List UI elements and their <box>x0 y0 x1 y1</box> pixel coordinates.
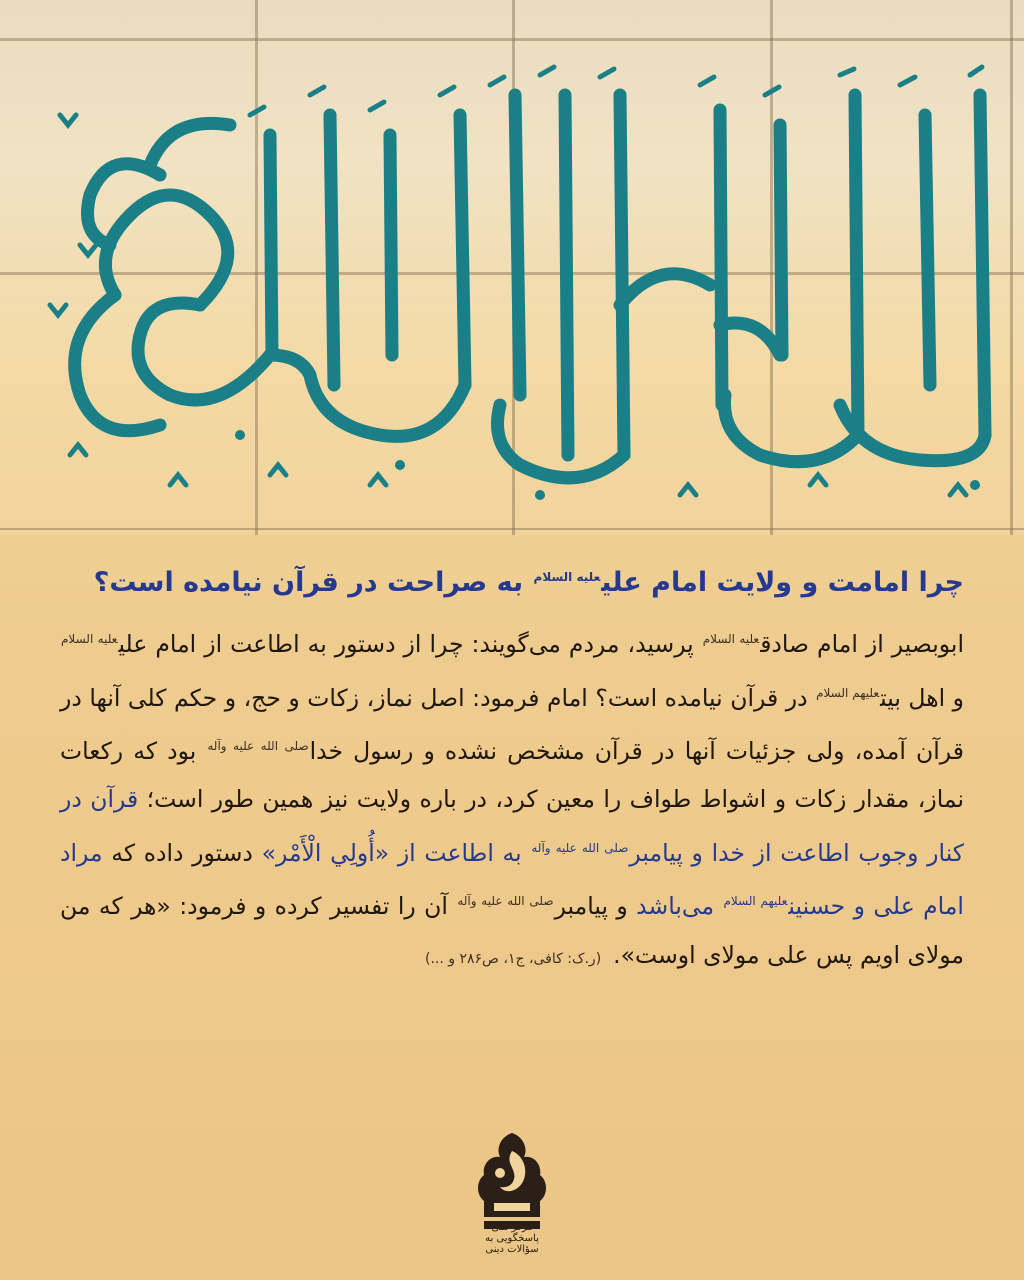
calligraphy-artwork <box>20 55 1010 515</box>
highlight-quran: قرآن در کنار وجوب اطاعت از خدا و پیامبر <box>60 785 964 867</box>
highlight-ulil-amr: به اطاعت از «أُولِي الْأَمْر» <box>261 838 522 867</box>
article-body: ابوبصیر از امام صادق$^{عليه السلام}$ پرسید، مردم می‌گویند: چرا از دستور به اطاعت از امام علی$^{عليه السلام}$ و اهل بیت$^{عليهم السلام}$ در قرآن نیامده است؟ امام فرمود: اصل نماز، زکات و حج، و حکم کلی آنها در قرآن آمده، ولی جزئیات آنها در قرآن مشخص نشده و رسول خدا$^{صلى الله عليه وآله}$ بود که رکعات نماز، مقدار زکات و اشواط طواف را معین کرد، در باره ولایت نیز همین طور است؛ قرآن در کنار وجوب اطاعت از خدا و پیامبر$^{صلى الله عليه وآله}$ به اطاعت از «أُولِي الْأَمْر» دستور داده که مراد امام علی و حسنین$^{عليهم السلام}$ می‌باشد و پیامبر$^{صلى الله عليه وآله}$ آن را تفسیر کرده و فرمود: «هر که من مولای اویم پس علی مولای اوست».(ر.ک: کافی، ج۱، ص۲۸۶ و ...) <box>60 630 964 969</box>
tile-panel <box>0 0 1024 535</box>
highlight-imams: مراد امام علی و حسنین <box>60 838 964 921</box>
reference: (ر.ک: کافی، ج۱، ص۲۸۶ و ...) <box>425 950 602 967</box>
logo-caption: مرکز ملی پاسخگویی به سؤالات دینی <box>485 1222 539 1255</box>
article-title: چرا امامت و ولایت امام علی$^{عليه السلام}$ به صراحت در قرآن نیامده است؟ <box>93 567 964 598</box>
article <box>60 565 964 983</box>
